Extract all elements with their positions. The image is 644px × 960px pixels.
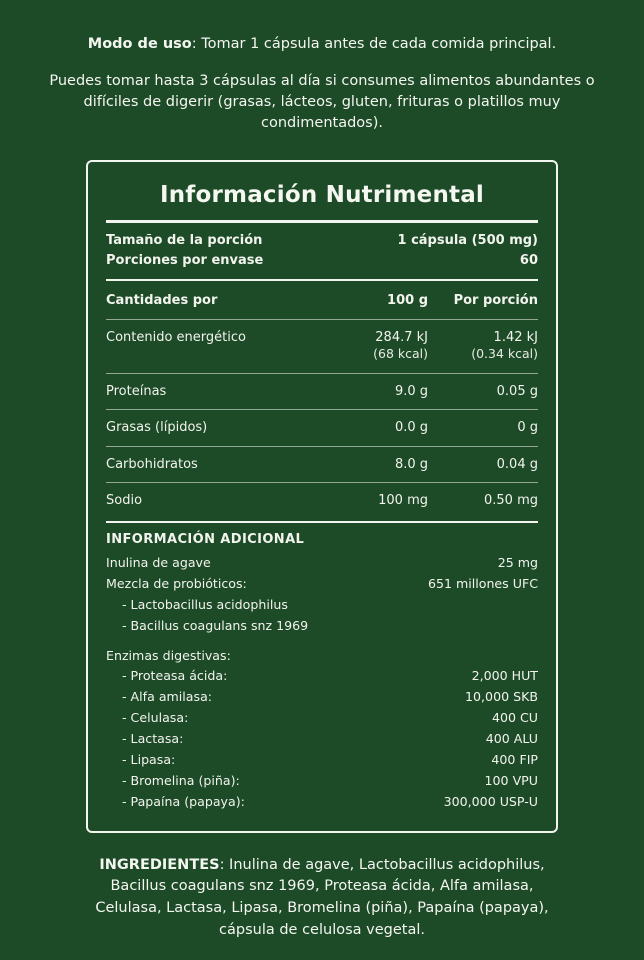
nutrient-value-serving: 0 g <box>517 420 538 436</box>
additional-item <box>106 616 538 637</box>
divider-thick-top <box>106 220 538 223</box>
enzyme-label: - Celulasa: <box>122 710 189 726</box>
additional-item-label: Inulina de agave <box>106 554 211 570</box>
ingredients-text: : Inulina de agave, Lactobacillus acidophilus, Bacillus coagulans snz 1969, Proteasa ácida, Alfa amilasa, Celulasa, Lactasa, Lipasa, Bromelina (piña), Papaína (papaya), cápsula de celulosa vegetal. <box>95 856 549 938</box>
energy-kj-100g: 284.7 kJ <box>375 329 428 345</box>
usage-instructions <box>36 34 608 134</box>
nutrient-label: Contenido energético <box>106 329 246 345</box>
nutrition-panel-title: Información Nutrimental <box>159 182 485 209</box>
enzymes-heading-row <box>106 646 538 667</box>
serving-size-value: 1 cápsula (500 mg) <box>397 233 538 249</box>
divider-before-additional <box>106 521 538 523</box>
servings-per-package-label: Porciones por envase <box>106 252 264 268</box>
nutrient-label: Sodio <box>106 493 143 509</box>
usage-label: Modo de uso <box>87 36 192 52</box>
divider-row-4 <box>106 482 538 483</box>
nutrient-value-serving: 0.50 mg <box>484 493 538 509</box>
additional-item-label: - Bacillus coagulans snz 1969 <box>122 617 309 633</box>
table-row <box>106 417 538 439</box>
nutrient-value-serving <box>428 329 538 364</box>
enzyme-value: 400 ALU <box>485 731 538 747</box>
additional-item-label: - Lactobacillus acidophilus <box>122 596 288 612</box>
usage-line-2: Puedes tomar hasta 3 cápsulas al día si consumes alimentos abundantes o difíciles de digerir (grasas, lácteos, gluten, frituras o platillos muy condimentados). <box>49 73 595 132</box>
enzyme-value: 10,000 SKB <box>465 689 538 705</box>
energy-kj-serving: 1.42 kJ <box>493 329 538 345</box>
nutrient-value-100g: 8.0 g <box>394 456 428 472</box>
additional-item-value: 651 millones UFC <box>427 575 538 591</box>
nutrient-label: Carbohidratos <box>106 456 198 472</box>
nutrient-value-100g: 9.0 g <box>394 383 428 399</box>
table-row <box>106 454 538 476</box>
column-header-per-serving: Por porción <box>453 293 538 309</box>
additional-item-value <box>388 596 538 615</box>
additional-item <box>106 574 538 595</box>
nutrient-value-100g: 0.0 g <box>394 420 428 436</box>
energy-kcal-serving: (0.34 kcal) <box>471 346 538 362</box>
enzyme-item <box>106 750 538 771</box>
nutrition-panel <box>86 160 558 833</box>
column-header-100g: 100 g <box>387 293 428 309</box>
ingredients-block <box>78 855 566 942</box>
table-row <box>106 381 538 403</box>
additional-item <box>106 553 538 574</box>
enzyme-item <box>106 729 538 750</box>
divider-row-1 <box>106 373 538 374</box>
servings-per-package-value: 60 <box>519 252 538 268</box>
nutrient-label: Proteínas <box>106 383 167 399</box>
enzyme-item <box>106 708 538 729</box>
enzyme-label: - Lipasa: <box>122 752 176 767</box>
enzyme-value: 400 FIP <box>491 752 538 767</box>
nutrient-value-100g <box>320 329 428 364</box>
additional-item-value: 25 mg <box>497 554 538 570</box>
enzyme-value: 400 CU <box>491 710 538 726</box>
enzymes-label: Enzimas digestivas: <box>106 647 231 663</box>
additional-info-heading: INFORMACIÓN ADICIONAL <box>106 531 305 547</box>
additional-item-label: Mezcla de probióticos: <box>106 575 247 591</box>
usage-line-1 <box>36 34 608 55</box>
divider-header <box>106 319 538 320</box>
additional-item <box>106 595 538 616</box>
nutrient-value-serving: 0.04 g <box>496 456 538 472</box>
divider-after-serving <box>106 279 538 281</box>
enzyme-label: - Papaína (papaya): <box>122 793 245 809</box>
enzyme-value: 100 VPU <box>484 772 538 788</box>
nutrient-label: Grasas (lípidos) <box>106 420 208 436</box>
table-row <box>106 490 538 512</box>
serving-size-label: Tamaño de la porción <box>106 233 263 249</box>
additional-item-value <box>388 617 538 636</box>
enzyme-value: 2,000 HUT <box>471 668 538 684</box>
enzyme-label: - Bromelina (piña): <box>122 772 240 788</box>
enzyme-label: - Proteasa ácida: <box>122 668 228 684</box>
servings-per-package-row <box>106 251 538 271</box>
divider-row-3 <box>106 446 538 447</box>
divider-row-2 <box>106 409 538 410</box>
usage-line-1-rest: : Tomar 1 cápsula antes de cada comida principal. <box>191 36 557 52</box>
table-row <box>106 327 538 366</box>
enzyme-label: - Lactasa: <box>122 731 184 747</box>
nutrient-value-serving: 0.05 g <box>496 383 538 399</box>
nutrient-value-100g: 100 mg <box>378 493 428 509</box>
energy-kcal-100g: (68 kcal) <box>373 346 428 362</box>
enzyme-label: - Alfa amilasa: <box>122 689 213 705</box>
ingredients-label: INGREDIENTES <box>99 856 220 873</box>
amounts-per-label: Cantidades por <box>106 293 218 309</box>
serving-size-row <box>106 231 538 251</box>
spacer <box>106 637 538 646</box>
table-header-row <box>106 290 538 312</box>
enzymes-value <box>388 647 538 666</box>
enzyme-value: 300,000 USP-U <box>443 793 538 809</box>
enzyme-item <box>106 666 538 687</box>
enzyme-item <box>106 771 538 792</box>
enzyme-item <box>106 792 538 813</box>
enzyme-item <box>106 687 538 708</box>
